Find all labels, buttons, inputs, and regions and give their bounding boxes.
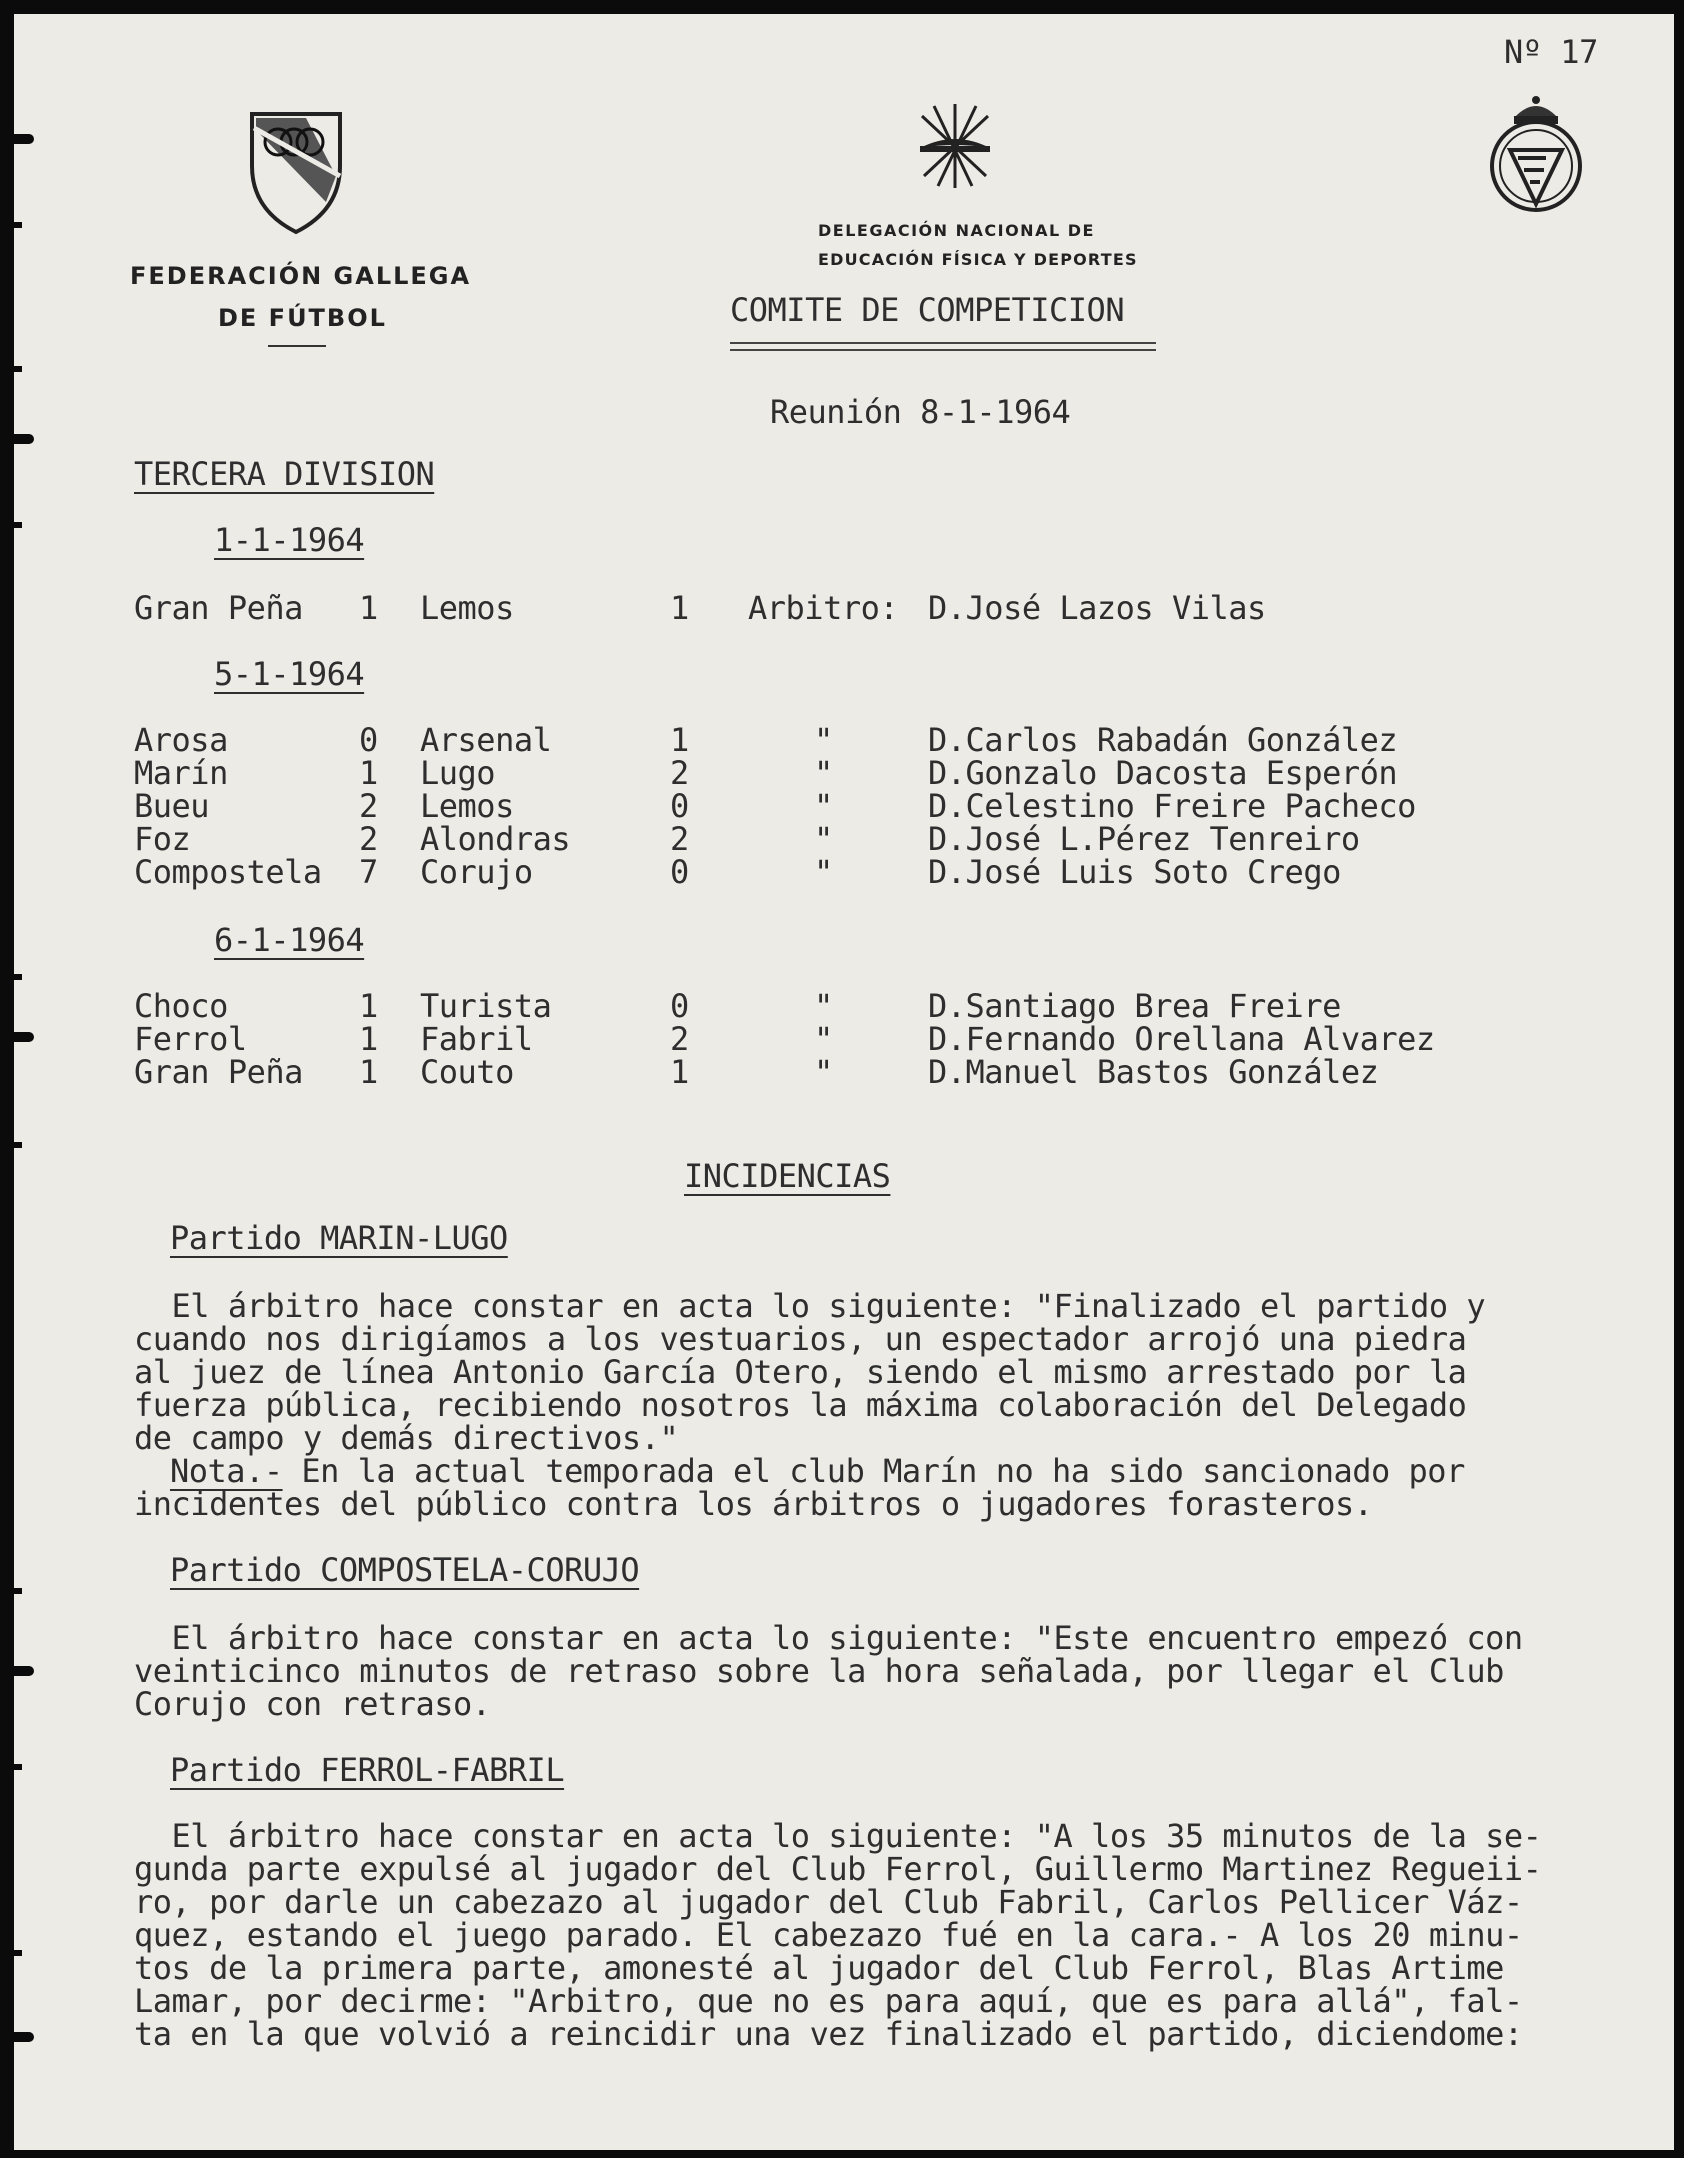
paragraph-line: Corujo con retraso. [134, 1685, 491, 1723]
paragraph-line: fuerza pública, recibiendo nosotros la máxima colaboración del Delegado [134, 1386, 1467, 1424]
ditto-mark: " [814, 987, 833, 1025]
away-score: 2 [670, 754, 689, 792]
match-date-heading: 6-1-1964 [214, 921, 365, 959]
home-score: 1 [359, 1053, 378, 1091]
home-score: 1 [359, 987, 378, 1025]
paragraph-line: Lamar, por decirme: "Arbitro, que no es para aquí, que es para allá", fal- [134, 1982, 1523, 2020]
away-score: 2 [670, 820, 689, 858]
away-team: Fabril [420, 1020, 533, 1058]
note-label: Nota.- [170, 1452, 283, 1490]
section-heading-ferrol-fabril: Partido FERROL-FABRIL [170, 1751, 565, 1789]
match-date-heading: 1-1-1964 [214, 521, 365, 559]
binder-hole [0, 2032, 34, 2042]
federation-name-line2: DE FÚTBOL [218, 304, 387, 332]
away-team: Lemos [420, 589, 514, 627]
away-team: Arsenal [420, 721, 552, 759]
referee-name: D.José L.Pérez Tenreiro [928, 820, 1360, 858]
division-heading: TERCERA DIVISION [134, 455, 435, 493]
note-text: En la actual temporada el club Marín no ha sido sancionado por [282, 1452, 1465, 1490]
delegation-line1: DELEGACIÓN NACIONAL DE [818, 221, 1095, 240]
scan-edge-mark [0, 222, 22, 228]
away-score: 1 [670, 721, 689, 759]
referee-name: D.Celestino Freire Pacheco [928, 787, 1416, 825]
scan-edge-mark [0, 366, 22, 372]
home-team: Ferrol [134, 1020, 247, 1058]
scan-edge-mark [0, 1588, 22, 1594]
federation-shield-logo [246, 106, 346, 238]
paragraph-line: quez, estando el juego parado. El cabezazo fué en la cara.- A los 20 minu- [134, 1916, 1523, 1954]
paragraph-line: al juez de línea Antonio García Otero, siendo el mismo arrestado por la [134, 1353, 1467, 1391]
referee-name: D.Santiago Brea Freire [928, 987, 1341, 1025]
home-team: Marín [134, 754, 228, 792]
away-team: Lemos [420, 787, 514, 825]
page-number: Nº 17 [1504, 33, 1598, 71]
scan-edge-mark [0, 522, 22, 528]
referee-name: D.Carlos Rabadán González [928, 721, 1398, 759]
yoke-arrows-emblem [912, 96, 998, 196]
home-score: 2 [359, 820, 378, 858]
committee-title-double-rule [730, 342, 1156, 351]
referee-name: D.Gonzalo Dacosta Esperón [928, 754, 1398, 792]
paragraph-line: cuando nos dirigíamos a los vestuarios, un espectador arrojó una piedra [134, 1320, 1467, 1358]
paragraph-line: El árbitro hace constar en acta lo siguiente: "A los 35 minutos de la se- [134, 1817, 1542, 1855]
incidencias-heading: INCIDENCIAS [684, 1157, 891, 1195]
away-score: 1 [670, 1053, 689, 1091]
paragraph-line: El árbitro hace constar en acta lo siguiente: "Este encuentro empezó con [134, 1619, 1523, 1657]
home-score: 1 [359, 754, 378, 792]
away-team: Couto [420, 1053, 514, 1091]
note-block [170, 1452, 1465, 1490]
referee-name: D.José Luis Soto Crego [928, 853, 1341, 891]
paragraph-line: veinticinco minutos de retraso sobre la hora señalada, por llegar el Club [134, 1652, 1504, 1690]
home-team: Arosa [134, 721, 228, 759]
home-score: 2 [359, 787, 378, 825]
ditto-mark: " [814, 820, 833, 858]
ditto-mark: " [814, 721, 833, 759]
home-team: Gran Peña [134, 589, 303, 627]
paragraph-line: El árbitro hace constar en acta lo siguiente: "Finalizado el partido y [134, 1287, 1486, 1325]
paragraph-line: tos de la primera parte, amonesté al jugador del Club Ferrol, Blas Artime [134, 1949, 1504, 1987]
referee-label: Arbitro: [748, 589, 899, 627]
away-score: 1 [670, 589, 689, 627]
home-team: Choco [134, 987, 228, 1025]
scan-edge-mark [0, 1142, 22, 1148]
paragraph-line: incidentes del público contra los árbitros o jugadores forasteros. [134, 1485, 1373, 1523]
away-score: 0 [670, 853, 689, 891]
referee-name: D.Fernando Orellana Alvarez [928, 1020, 1435, 1058]
ditto-mark: " [814, 1020, 833, 1058]
federation-rule [268, 345, 326, 347]
away-score: 0 [670, 987, 689, 1025]
scan-edge-mark [0, 1950, 22, 1956]
ditto-mark: " [814, 1053, 833, 1091]
paragraph-line: ta en la que volvió a reincidir una vez finalizado el partido, diciendome: [134, 2015, 1523, 2053]
paragraph-line: ro, por darle un cabezazo al jugador del Club Fabril, Carlos Pellicer Váz- [134, 1883, 1523, 1921]
paragraph-line: de campo y demás directivos." [134, 1419, 679, 1457]
ditto-mark: " [814, 754, 833, 792]
federation-name-line1: FEDERACIÓN GALLEGA [130, 262, 472, 290]
ditto-mark: " [814, 853, 833, 891]
meeting-date: Reunión 8-1-1964 [770, 393, 1071, 431]
scan-edge-mark [0, 1764, 22, 1770]
scan-edge-mark [0, 974, 22, 980]
away-score: 0 [670, 787, 689, 825]
home-team: Gran Peña [134, 1053, 303, 1091]
home-team: Foz [134, 820, 191, 858]
home-team: Compostela [134, 853, 322, 891]
home-score: 1 [359, 589, 378, 627]
binder-hole [0, 1666, 34, 1676]
binder-hole [0, 434, 34, 444]
away-team: Alondras [420, 820, 571, 858]
binder-hole [0, 134, 34, 144]
section-heading-compostela-corujo: Partido COMPOSTELA-CORUJO [170, 1551, 640, 1589]
delegation-line2: EDUCACIÓN FÍSICA Y DEPORTES [818, 250, 1138, 269]
referee-name: D.Manuel Bastos González [928, 1053, 1379, 1091]
away-score: 2 [670, 1020, 689, 1058]
away-team: Lugo [420, 754, 496, 792]
home-team: Bueu [134, 787, 210, 825]
committee-title: COMITE DE COMPETICION [730, 291, 1125, 329]
home-score: 1 [359, 1020, 378, 1058]
document-page [14, 14, 1674, 2150]
match-date-heading: 5-1-1964 [214, 655, 365, 693]
ditto-mark: " [814, 787, 833, 825]
section-heading-marin-lugo: Partido MARIN-LUGO [170, 1219, 508, 1257]
binder-hole [0, 1032, 34, 1042]
home-score: 7 [359, 853, 378, 891]
referee-name: D.José Lazos Vilas [928, 589, 1266, 627]
rfef-crest-logo [1484, 92, 1588, 214]
away-team: Turista [420, 987, 552, 1025]
paragraph-line: gunda parte expulsé al jugador del Club Ferrol, Guillermo Martinez Regueii- [134, 1850, 1542, 1888]
away-team: Corujo [420, 853, 533, 891]
home-score: 0 [359, 721, 378, 759]
